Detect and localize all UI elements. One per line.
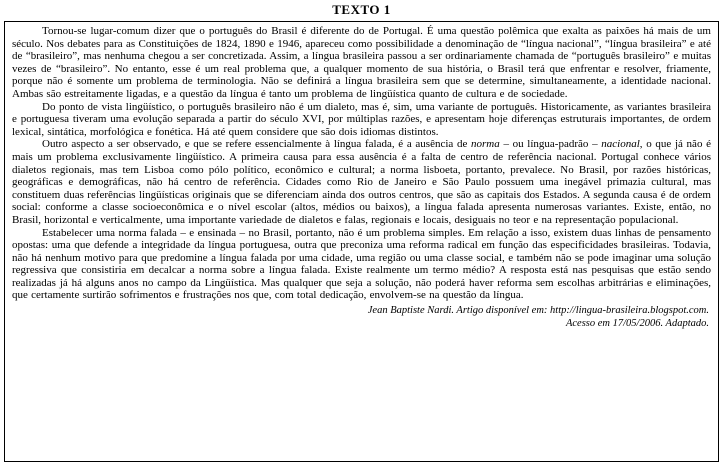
- document-title: TEXTO 1: [332, 2, 391, 17]
- text-box: [4, 21, 719, 462]
- paragraph: Do ponto de vista lingüístico, o português brasileiro não é um dialeto, mas é, sim, uma variante de português. Historicamente, as variantes brasileira e portuguesa tiveram uma evolução separada a partir do século XVI, por múltiplas razões, e apresentam hoje diferenças estruturais importantes, de ordem lexical, sintática, morfológica e fonética. Há até quem considere que são dois idiomas distintos.: [12, 100, 711, 138]
- text-body: [12, 25, 711, 302]
- paragraph: Tornou-se lugar-comum dizer que o português do Brasil é diferente do de Portugal. É uma questão polêmica que exalta as paixões há mais de um século. Nos debates para as Constituições de 1824, 1890 e 1946, apareceu como possibilidade a denominação de “língua nacional”, “língua brasileira” e até de “brasileiro”, mas nenhuma chegou a ser concretizada. Assim, a língua brasileira passou a ser ordinariamente chamada de “português brasileiro” e muitas vezes de “brasileiro”. No entanto, esse é um real problema que, a qualquer momento de sua história, o Brasil terá que enfrentar e resolver, friamente, porque não é somente um problema de terminologia. Não se definirá a língua brasileira sem que se determine, simultaneamente, a identidade nacional. Ambas são estreitamente ligadas, e a questão da língua é tanto um problema de lingüística quanto de cultura e de sociedade.: [12, 25, 711, 100]
- citation: [12, 304, 711, 330]
- citation-line-1: Jean Baptiste Nardi. Artigo disponível em: http://lingua-brasileira.blogspot.com.: [367, 305, 709, 317]
- citation-line-2: Acesso em 17/05/2006. Adaptado.: [565, 318, 709, 330]
- paragraph: Estabelecer uma norma falada – e ensinada – no Brasil, portanto, não é um problema simples. Em relação a isso, existem duas linhas de pensamento opostas: uma que defende a integridade da língua portuguesa, outra que preconiza uma reforma radical em função das especificidades brasileiras. Todavia, não há nenhum motivo para que predomine a língua falada por uma cidade, uma região ou uma classe social, e também não se pode imaginar uma solução regressiva que consistiria em decalcar a norma sobre a língua falada. Existe realmente um termo médio? A resposta está nas pesquisas que estão sendo realizadas já há alguns anos no campo da Lingüística. Mas qualquer que seja a solução, não poderá haver reforma sem escolhas arbitrárias e eliminações, que certamente surtirão sofrimentos e frustrações nos que, com total dedicação, envolvem-se na questão da língua.: [12, 226, 711, 302]
- paragraph: Outro aspecto a ser observado, e que se refere essencialmente à língua falada, é a ausência de norma – ou língua-padrão – nacional, o que já não é mais um problema exclusivamente lingüístico. A primeira causa para essa ausência é a falta de centro de referência nacional. Portugal conhece vários dialetos regionais, mas tem Lisboa como pólo político, econômico e cultural; a norma lisboeta, portanto, prevalece. No Brasil, por razões históricas, geográficas e demográficas, não há centro de referência. Cidades como Rio de Janeiro e São Paulo possuem uma inegável primazia cultural, mas constituem duas referências lingüísticas originais que se diferenciam ainda dos outros centros, que são as capitais dos Estados. A segunda causa é de ordem social: conforme a classe socioeconômica e o nível escolar (altos, médios ou baixos), a língua falada apresenta numerosas variantes. Existe, então, no Brasil, horizontal e verticalmente, uma importante variedade de dialetos e falas, regionais e locais, desiguais no teor e na representação populacional.: [12, 138, 712, 226]
